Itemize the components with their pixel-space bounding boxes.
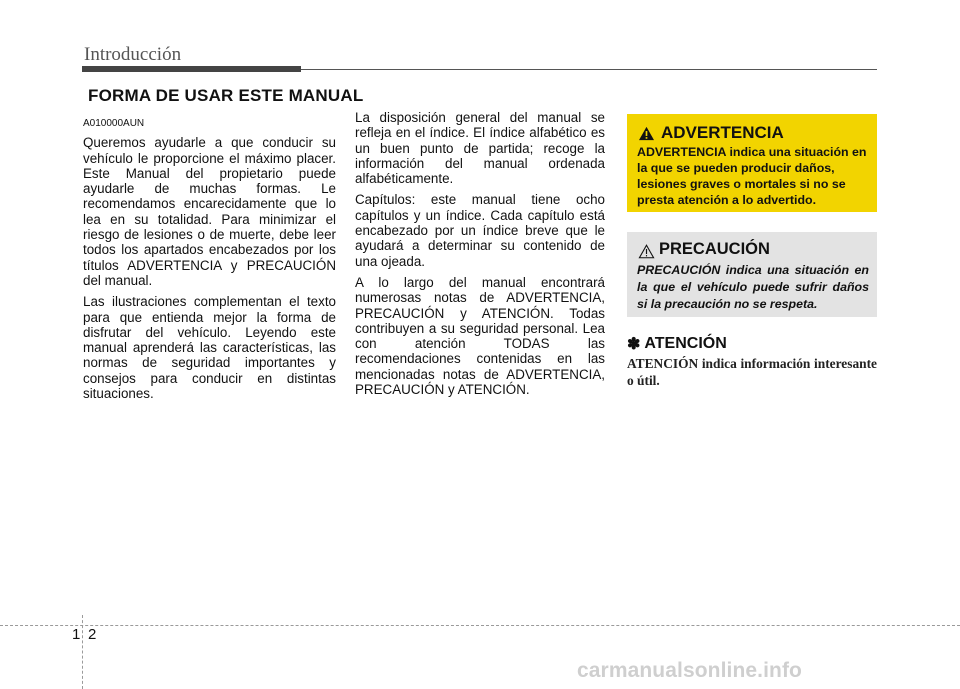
caution-text: PRECAUCIÓN indica una situación en la que el vehículo puede sufrir daños si la precaución no se respeta. — [637, 263, 869, 311]
footer-divider — [0, 625, 960, 626]
footer-vertical-divider — [82, 615, 83, 689]
watermark: carmanualsonline.info — [577, 659, 802, 682]
note-heading — [627, 334, 727, 354]
warning-box — [627, 114, 877, 212]
reference-code: A010000AUN — [83, 118, 145, 129]
paragraph: Capítulos: este manual tiene ocho capítulos y un índice. Cada capítulo está encabezado por un índice breve que le ayudará a determinar su contenido de una ojeada. — [355, 192, 605, 269]
warning-header — [638, 123, 784, 143]
warning-triangle-icon — [638, 126, 655, 141]
chapter-heading: FORMA DE USAR ESTE MANUAL — [88, 86, 364, 105]
text-column-2 — [355, 110, 605, 403]
paragraph: La disposición general del manual se refleja en el índice. El índice alfabético es un buen punto de partida; recoge la información del manual ordenada alfabéticamente. — [355, 110, 605, 187]
note-title: ATENCIÓN — [644, 335, 727, 352]
section-title: Introducción — [84, 44, 182, 65]
warning-text: ADVERTENCIA indica una situación en la que se pueden producir daños, lesiones graves o mortales si no se presta atención a lo advertido. — [637, 145, 867, 207]
chapter-number: 1 — [72, 626, 81, 643]
page-number: 2 — [88, 626, 97, 643]
warning-title: ADVERTENCIA — [661, 123, 784, 142]
paragraph: Queremos ayudarle a que conducir su vehículo le proporcione el máximo placer. Este Manual del propietario puede ayudarle de muchas formas. Le recomendamos encarecidamente que lo lea en su totalidad. Para minimizar el riesgo de lesiones o de muerte, debe leer todos los apartados encabezados por los títulos ADVERTENCIA y PRECAUCIÓN del manual. — [83, 135, 336, 288]
caution-header — [638, 240, 770, 259]
asterisk-icon: ✽ — [627, 336, 641, 353]
paragraph: Las ilustraciones complementan el texto para que entienda mejor la forma de disfrutar del vehículo. Leyendo este manual aprenderá las características, las normas de seguridad importantes y consejos para conducir en distintas situaciones. — [83, 294, 336, 402]
caution-box — [627, 232, 877, 317]
paragraph: A lo largo del manual encontrará numerosas notas de ADVERTENCIA, PRECAUCIÓN y ATENCIÓN. Todas contribuyen a su seguridad personal. Lea con atención TODAS las recomendaciones contenidas en las mencionadas notas de ADVERTENCIA, PRECAUCIÓN y ATENCIÓN. — [355, 274, 605, 398]
text-column-1 — [83, 116, 336, 407]
section-title-bar — [82, 66, 301, 72]
caution-triangle-icon — [638, 244, 655, 259]
note-text: ATENCIÓN indica información interesante o útil. — [627, 356, 877, 388]
section-title-rule — [301, 69, 877, 70]
caution-title: PRECAUCIÓN — [659, 240, 770, 258]
